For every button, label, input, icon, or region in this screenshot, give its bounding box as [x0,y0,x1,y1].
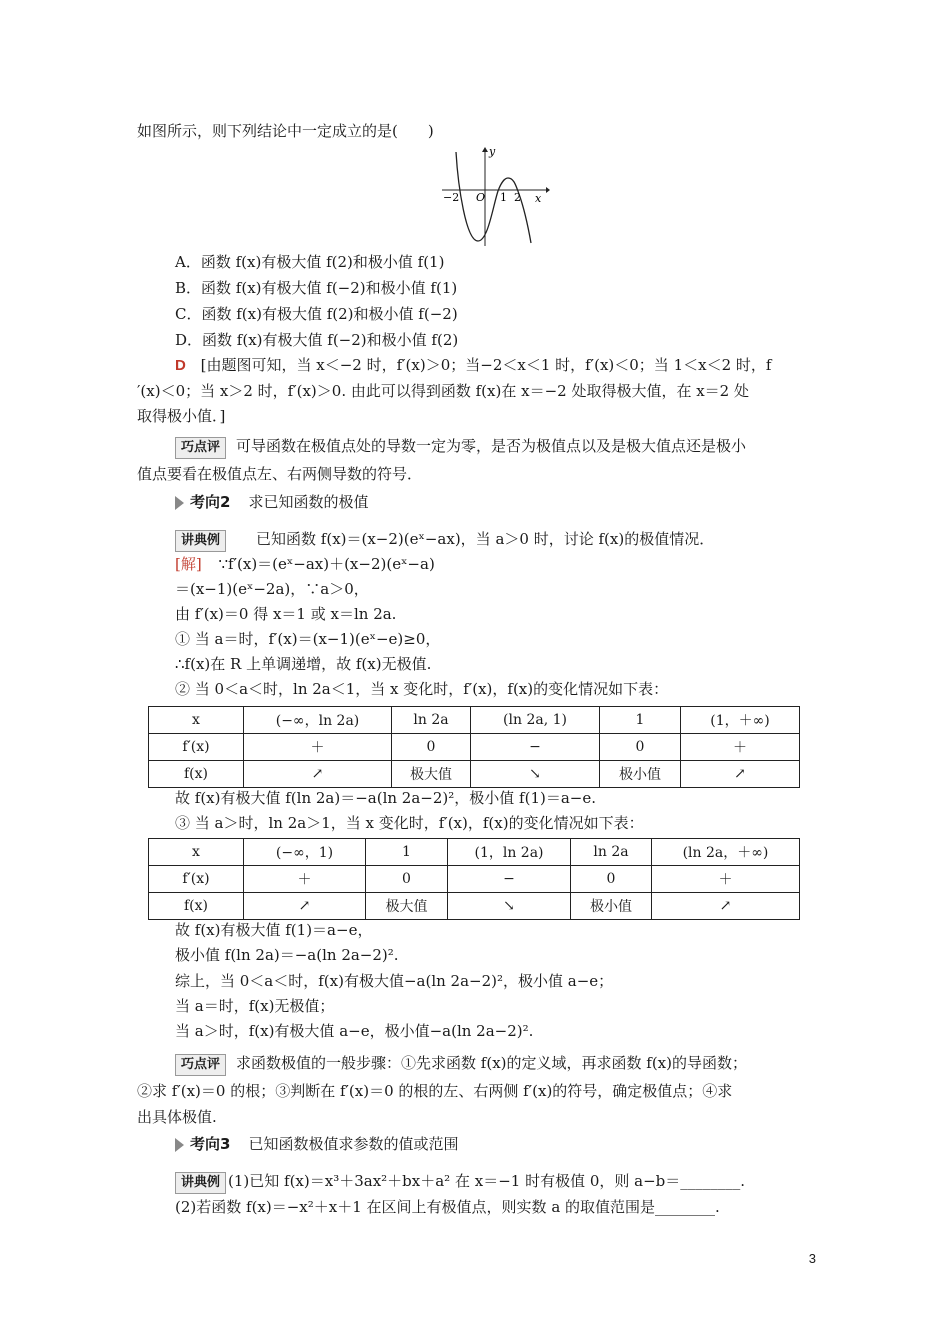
tick-label-2: 2 [514,191,521,204]
solution-line-8: ③ 当 a＞时，ln 2a＞1，当 x 变化时，f′(x)，f(x)的变化情况如下表： [175,814,644,832]
table-cell: 1 [600,707,681,734]
solution-line-10: 极小值 f(ln 2a)＝−a(ln 2a−2)². [175,946,399,964]
section-title: 已知函数极值求参数的值或范围 [248,1135,459,1153]
section-k3 [175,1134,458,1154]
table-cell: 极小值 [600,761,681,788]
table-row [149,707,800,734]
table-cell: ＋ [652,866,800,893]
solution-line-12: 当 a＝时，f(x)无极值； [175,997,335,1015]
comment-1-line-1 [175,436,746,459]
table-cell: ↗ [681,761,800,788]
page-number: 3 [808,1251,816,1266]
comment-1-line-2: 值点要看在极值点左、右两侧导数的符号． [137,465,423,483]
table-cell: ＋ [681,734,800,761]
answer-line-1 [175,355,771,376]
solution-line-3: 由 f′(x)＝0 得 x＝1 或 x＝ln 2a. [175,605,397,623]
table-cell: 极大值 [392,761,471,788]
comment-2-line-1 [175,1053,747,1076]
table-cell: (−∞，1) [244,839,366,866]
table-row [149,839,800,866]
origin-label: O [476,191,486,204]
table-cell: 极大值 [366,893,448,920]
solution-line-1 [175,554,435,574]
solution-line-7: 故 f(x)有极大值 f(ln 2a)＝−a(ln 2a−2)²，极小值 f(1)＝a−e. [175,789,596,807]
table-row [149,866,800,893]
table-cell: f′(x) [149,866,244,893]
comment-2-line-3: 出具体极值. [137,1108,217,1126]
solution-line-9: 故 f(x)有极大值 f(1)＝a−e， [175,921,373,939]
table-cell: ↗ [652,893,800,920]
table-cell: f(x) [149,761,244,788]
example-tag: 讲典例 [175,1172,226,1194]
comment-2-line-2: ②求 f′(x)＝0 的根；③判断在 f′(x)＝0 的根的左、右两侧 f′(x)的符号，确定极值点；④求 [137,1082,733,1100]
table-cell: 1 [366,839,448,866]
table-cell: (ln 2a，＋∞) [652,839,800,866]
table-cell: ↘ [471,761,600,788]
table-cell: ↗ [244,761,392,788]
example-1 [175,529,714,552]
solution-line-11: 综上，当 0＜a＜时，f(x)有极大值−a(ln 2a−2)²，极小值 a−e； [175,972,614,990]
table-cell: x [149,707,244,734]
variation-table-2 [148,838,800,920]
table-cell: f′(x) [149,734,244,761]
table-row [149,734,800,761]
table-row [149,893,800,920]
solution-text-1: ∵f′(x)＝(eˣ−ax)＋(x−2)(eˣ−a) [218,555,435,573]
tick-label-m2: −2 [443,191,460,204]
solution-line-5: ∴f(x)在 R 上单调递增，故 f(x)无极值. [175,655,432,673]
triangle-marker-icon [175,1138,184,1152]
table-cell: (−∞，ln 2a) [244,707,392,734]
section-k2 [175,492,368,512]
option-b: B．函数 f(x)有极大值 f(−2)和极小值 f(1) [175,279,458,297]
variation-table-1 [148,706,800,788]
table-cell: 极小值 [571,893,652,920]
solution-line-6: ② 当 0＜a＜时，ln 2a＜1，当 x 变化时，f′(x)，f(x)的变化情况如下表： [175,680,669,698]
table-cell: ＋ [244,866,366,893]
table-cell: 0 [366,866,448,893]
answer-line-3: 取得极小值．] [137,407,226,425]
table-cell: ↘ [448,893,571,920]
table-cell: 0 [571,866,652,893]
option-d: D．函数 f(x)有极大值 f(−2)和极小值 f(2) [175,331,459,349]
table-cell: ln 2a [571,839,652,866]
solution-line-13: 当 a＞时，f(x)有极大值 a−e，极小值−a(ln 2a−2)². [175,1022,534,1040]
example-2-line-2: (2)若函数 f(x)＝−x²＋x＋1 在区间上有极值点，则实数 a 的取值范围是________. [175,1198,720,1216]
section-title: 求已知函数的极值 [248,493,369,511]
table-row [149,761,800,788]
section-label: 考向3 [190,1135,231,1153]
triangle-marker-icon [175,496,184,510]
comment-1-text: 可导函数在极值点处的导数一定为零，是否为极值点以及是极大值点还是极小 [236,437,747,455]
table-cell: − [471,734,600,761]
table-cell: 0 [392,734,471,761]
question-intro: 如图所示，则下列结论中一定成立的是( ) [137,122,434,140]
table-cell: (1，＋∞) [681,707,800,734]
table-cell: ↗ [244,893,366,920]
table-cell: ＋ [244,734,392,761]
table-cell: (ln 2a, 1) [471,707,600,734]
table-cell: x [149,839,244,866]
comment-tag: 巧点评 [175,437,226,459]
table-cell: f(x) [149,893,244,920]
option-c: C．函数 f(x)有极大值 f(2)和极小值 f(−2) [175,305,458,323]
table-cell: − [448,866,571,893]
comment-2-text: 求函数极值的一般步骤：①先求函数 f(x)的定义域，再求函数 f(x)的导函数； [236,1054,747,1072]
comment-tag: 巧点评 [175,1054,226,1076]
example-2-line-1 [175,1171,745,1194]
example-tag: 讲典例 [175,530,226,552]
table-cell: (1，ln 2a) [448,839,571,866]
solution-line-2: ＝(x−1)(eˣ−2a)，∵a＞0， [175,580,369,598]
tick-label-1: 1 [500,191,507,204]
solution-line-4: ① 当 a＝时，f′(x)＝(x−1)(eˣ−e)≥0， [175,630,441,648]
axis-label-y: y [489,146,496,158]
example-2-text-1: (1)已知 f(x)＝x³＋3ax²＋bx＋a² 在 x＝−1 时有极值 0，则 a−b＝________. [228,1172,746,1190]
option-a: A．函数 f(x)有极大值 f(2)和极小值 f(1) [175,253,445,271]
answer-line-2: ′(x)＜0；当 x＞2 时，f′(x)＞0. 由此可以得到函数 f(x)在 x＝−2 处取得极大值，在 x＝2 处 [137,382,749,400]
table-cell: ln 2a [392,707,471,734]
table-cell: 0 [600,734,681,761]
solution-tag: [解] [175,555,202,573]
section-label: 考向2 [190,493,231,511]
answer-text-1: [由题图可知，当 x＜−2 时，f′(x)＞0；当−2＜x＜1 时，f′(x)＜0；当 1＜x＜2 时，f [200,356,772,374]
function-graph [438,146,550,248]
axis-label-x: x [535,192,542,205]
answer-letter: D [175,357,186,374]
example-text: 已知函数 f(x)＝(x−2)(eˣ−ax)，当 a＞0 时，讨论 f(x)的极值情况． [256,530,715,548]
